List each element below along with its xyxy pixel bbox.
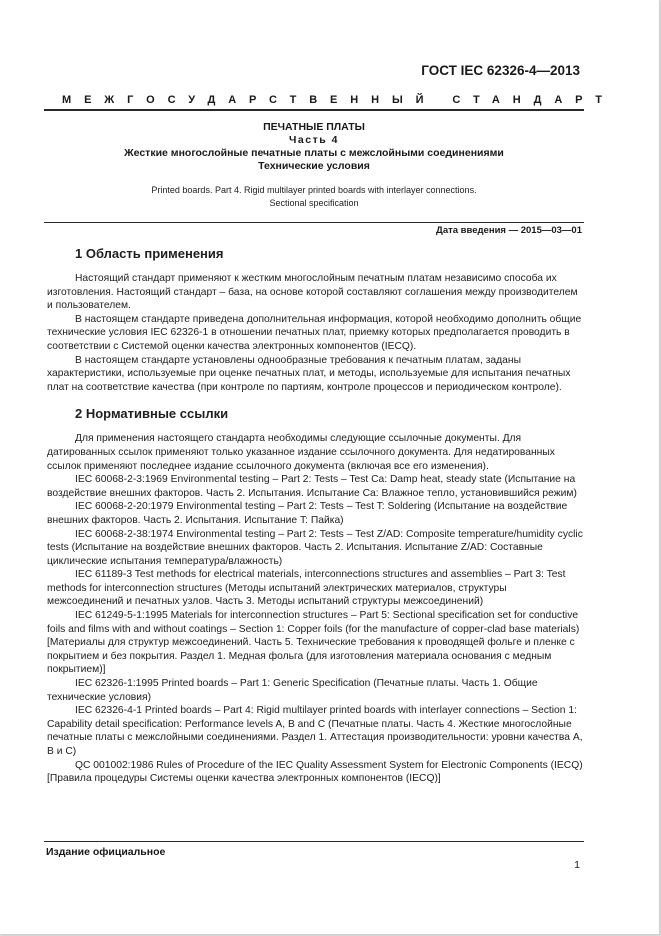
title-subject: Жесткие многослойные печатные платы с межслойными соединениями: [124, 147, 504, 159]
document-body: [47, 246, 584, 786]
footer-rule: [44, 841, 584, 842]
reference-item: QC 001002:1986 Rules of Procedure of the IEC Quality Assessment System for Electronic Components (IECQ) [Правила процедуры Системы оценки качества электронных компонентов (IECQ)]: [47, 759, 583, 785]
header-rule: [44, 109, 584, 111]
title-english: [44, 184, 584, 209]
section-2-paragraph: Для применения настоящего стандарта необходимы следующие ссылочные документы. Для датированных ссылок применяют только указанное издание ссылочного документа. Для недатированных ссылок применяют последнее издание ссылочного документа (включая все его изменения).: [47, 433, 555, 472]
interstate-standard-banner: МЕЖГОСУДАРСТВЕННЫЙ СТАНДАРТ: [62, 94, 615, 106]
title-english-line-1: Printed boards. Part 4. Rigid multilayer printed boards with interlayer connections.: [151, 185, 477, 195]
reference-item: IEC 60068-2-3:1969 Environmental testing – Part 2: Tests – Test Ca: Damp heat, steady state (Испытание на воздействие внешних факторов. Часть 2. Испытания. Испытание Ca: Влажное тепло, установившийся режим): [47, 474, 577, 499]
reference-item: IEC 62326-4-1 Printed boards – Part 4: Rigid multilayer printed boards with interlayer connections – Section 1: Capability detail specification: Performance levels A, B and C (Печатные платы. Часть 4. Жесткие многослойные печатные платы с межслойными соединениями. Раздел 1. Аттестация производительности: уровни качества A, B и C): [47, 705, 583, 757]
title-part: Часть 4: [289, 134, 339, 146]
reference-item: IEC 60068-2-20:1979 Environmental testing – Part 2: Tests – Test T: Soldering (Испытание на воздействие внешних факторов. Часть 2. Испытания. Испытание T: Пайка): [47, 501, 568, 526]
reference-item: IEC 62326-1:1995 Printed boards – Part 1: Generic Specification (Печатные платы. Часть 1. Общие технические условия): [47, 678, 538, 703]
section-1-paragraph: В настоящем стандарте приведена дополнительная информация, которой необходимо дополнить общие технические условия IEC 62326-1 в отношении печатных плат, приемку которых предполагается проводить в соответствии с Системой оценки качества электронных компонентов (IECQ).: [47, 313, 582, 352]
section-1-paragraph: В настоящем стандарте установлены однообразные требования к печатным платам, заданы характеристики, используемые при оценке печатных плат, и методы, используемые для испытания печатных плат на соответствие качества (при контроле по партиям, контроле процессов и периодическом контроле).: [47, 354, 571, 393]
official-edition-label: Издание официальное: [46, 846, 166, 858]
reference-item: IEC 60068-2-38:1974 Environmental testing – Part 2: Tests – Test Z/AD: Composite temperature/humidity cyclic tests (Испытание на воздействие внешних факторов. Часть 2. Испытания. Испытание Z/AD: Составные циклические испытания температура/влажность): [47, 528, 583, 567]
date-rule: [44, 222, 584, 223]
title-main: ПЕЧАТНЫЕ ПЛАТЫ: [263, 121, 365, 133]
section-1-heading: 1 Область применения: [75, 246, 224, 261]
reference-item: IEC 61189-3 Test methods for electrical materials, interconnections structures and assemblies – Part 3: Test methods for interconnection structures (Методы испытаний электрических материалов, структуры межсоединений и печатных узлов. Часть 3. Методы испытаний структуры межсоединений): [47, 569, 566, 608]
effective-date: Дата введения — 2015—03—01: [436, 225, 582, 236]
title-english-line-2: Sectional specification: [269, 197, 359, 208]
section-1-paragraph: Настоящий стандарт применяют к жестким многослойным печатным платам независимо способа их изготовления. Настоящий стандарт – база, на основе которой составляют соглашения между производителем и пользователем.: [47, 273, 578, 312]
standard-code: ГОСТ IEC 62326-4—2013: [421, 63, 580, 78]
section-2-heading: 2 Нормативные ссылки: [75, 406, 229, 422]
section-gap: [47, 394, 584, 406]
title-type: Технические условия: [258, 160, 370, 172]
page-number: 1: [574, 859, 580, 871]
reference-item: IEC 61249-5-1:1995 Materials for interconnection structures – Part 5: Sectional specification set for conductive foils and films with and without coatings – Section 1: Copper foils (for the manufacture of copper-clad base materials) [Материалы для структур межсоединений. Часть 5. Технические требования к проводящей фольге и пленке с покрытием и без покрытия. Раздел 1. Медная фольга (для изготовления материала основания с медным покрытием)]: [47, 610, 580, 676]
title-block: [44, 121, 584, 173]
